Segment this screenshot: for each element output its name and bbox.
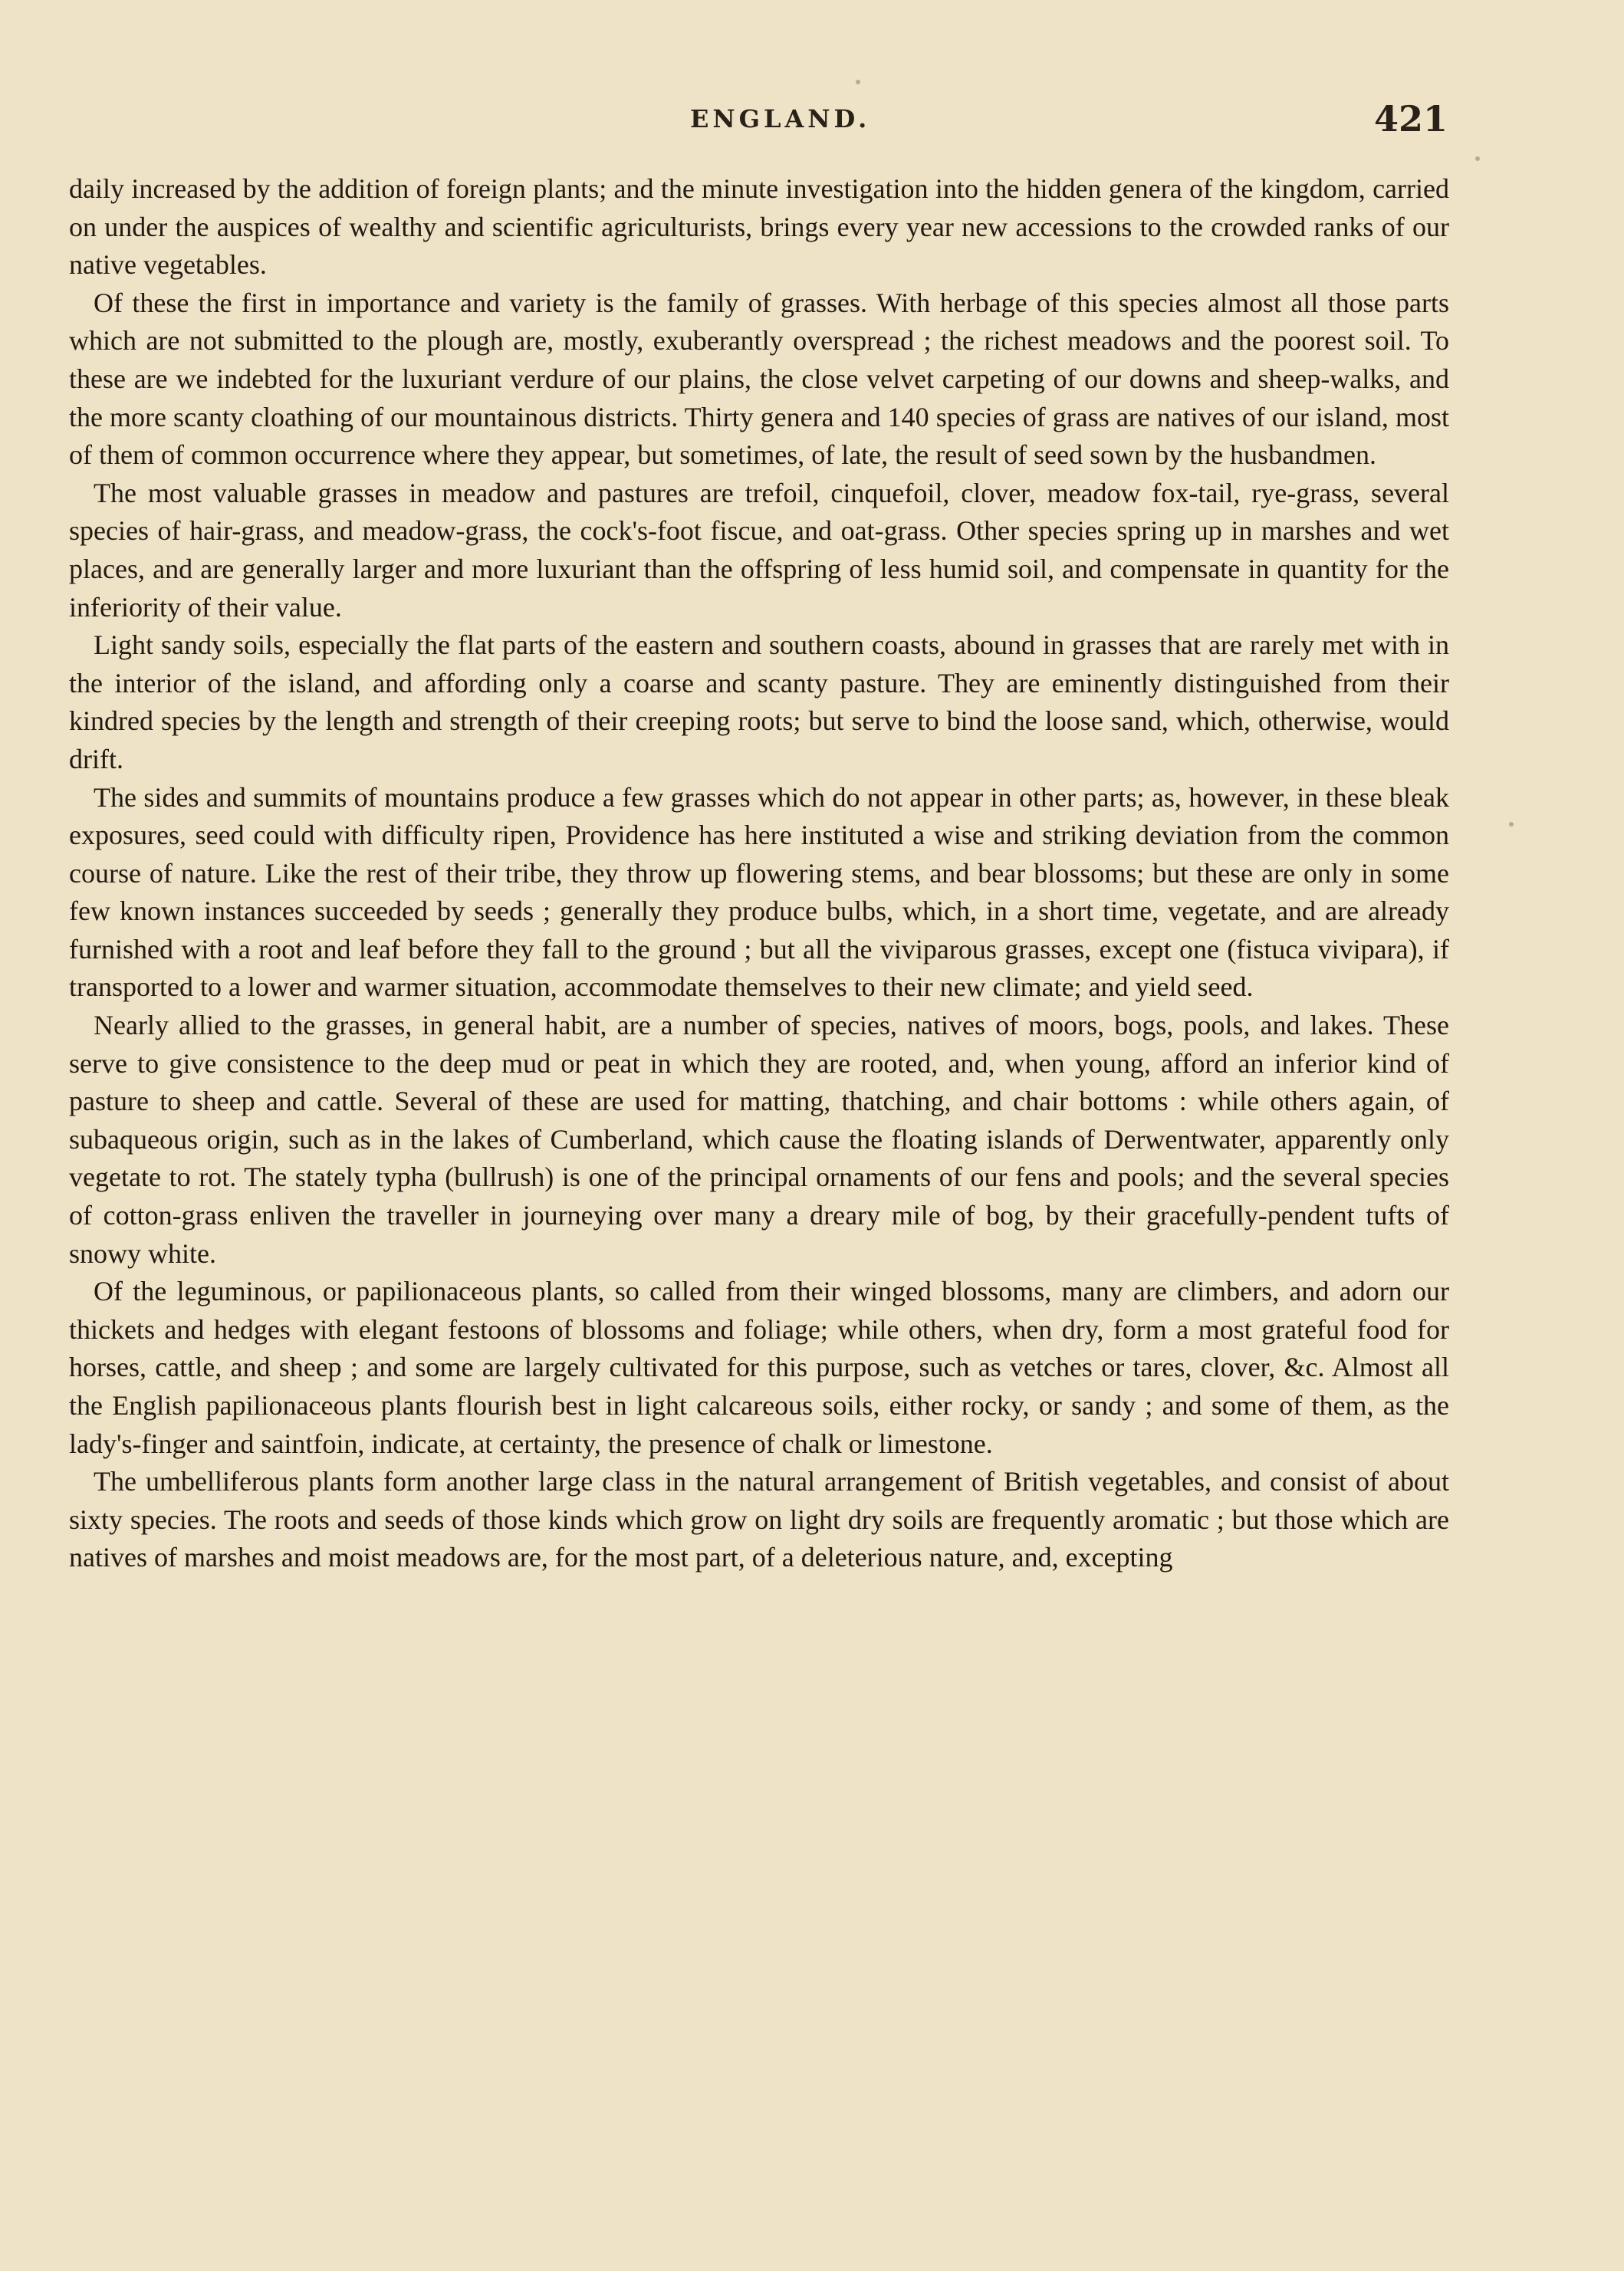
- paragraph-valuable-grasses: The most valuable grasses in meadow and pastures are trefoil, cinquefoil, clover, meadow fox-tail, rye-grass, several species of hair-grass, and meadow-grass, the cock's-foot fiscue, and oat-grass. Other species spring up in marshes and wet places, and are generally larger and more luxuriant than the offspring of less humid soil, and compensate in quantity for the inferiority of their value.: [69, 477, 1449, 623]
- running-title: ENGLAND.: [690, 104, 871, 133]
- page-number: 421: [1373, 98, 1448, 140]
- paragraph-umbelliferous-plants: The umbelliferous plants form another large class in the natural arrangement of British vegetables, and consist of about sixty species. The roots and seeds of those kinds which grow on light dry soils are frequently aromatic ; but those which are natives of marshes and moist meadows are, for the most part, of a deleterious nature, and, excepting: [69, 1466, 1449, 1573]
- paragraph-mountain-grasses: The sides and summits of mountains produce a few grasses which do not appear in other parts; as, however, in these bleak exposures, seed could with difficulty ripen, Providence has here instituted a wise and striking deviation from the common course of nature. Like the rest of their tribe, they throw up flowering stems, and bear blossoms; but these are only in some few known instances succeeded by seeds ; generally they produce bulbs, which, in a short time, vegetate, and are already furnished with a root and leaf before they fall to the ground ; but all the viviparous grasses, except one (fistuca vivipara), if transported to a lower and warmer situation, accommodate themselves to their new climate; and yield seed.: [69, 781, 1449, 1003]
- paragraph-continued: daily increased by the addition of foreign plants; and the minute investigation into the hidden genera of the kingdom, carried on under the auspices of wealthy and scientific agriculturists, brings every year new accessions to the crowded ranks of our native vegetables.: [69, 173, 1449, 281]
- paragraph-sandy-soils: Light sandy soils, especially the flat parts of the eastern and southern coasts, abound in grasses that are rarely met with in the interior of the island, and affording only a coarse and scanty pasture. They are eminently distinguished from their kindred species by the length and strength of their creeping roots; but serve to bind the loose sand, which, otherwise, would drift.: [69, 629, 1449, 774]
- paper-fleck: [856, 80, 860, 84]
- paragraph-moor-species: Nearly allied to the grasses, in general habit, are a number of species, natives of moors, bogs, pools, and lakes. These serve to give consistence to the deep mud or peat in which they are rooted, and, when young, afford an inferior kind of pasture to sheep and cattle. Several of these are used for matting, thatching, and chair bottoms : while others again, of subaqueous origin, such as in the lakes of Cumberland, which cause the floating islands of Derwentwater, apparently only vegetate to rot. The stately typha (bullrush) is one of the principal ornaments of our fens and pools; and the several species of cotton-grass enliven the traveller in journeying over many a dreary mile of bog, by their gracefully-pendent tufts of snowy white.: [69, 1010, 1449, 1269]
- paragraph-leguminous-plants: Of the leguminous, or papilionaceous plants, so called from their winged blossoms, many are climbers, and adorn our thickets and hedges with elegant festoons of blossoms and foliage; while others, when dry, form a most grateful food for horses, cattle, and sheep ; and some are largely cultivated for this purpose, such as vetches or tares, clover, &c. Almost all the English papilionaceous plants flourish best in light calcareous soils, either rocky, or sandy ; and some of them, as the lady's-finger and saintfoin, indicate, at certainty, the presence of chalk or limestone.: [69, 1276, 1449, 1459]
- paper-fleck: [1509, 822, 1514, 827]
- paragraph-grasses: Of these the first in importance and variety is the family of grasses. With herbage of this species almost all those parts which are not submitted to the plough are, mostly, exuberantly overspread ; the richest meadows and the poorest soil. To these are we indebted for the luxuriant verdure of our plains, the close velvet carpeting of our downs and sheep-walks, and the more scanty cloathing of our mountainous districts. Thirty genera and 140 species of grass are natives of our island, most of them of common occurrence where they appear, but sometimes, of late, the result of seed sown by the husbandmen.: [69, 287, 1449, 471]
- body-text: [69, 170, 1449, 1577]
- running-head: [0, 98, 1448, 144]
- paper-fleck: [1475, 156, 1480, 161]
